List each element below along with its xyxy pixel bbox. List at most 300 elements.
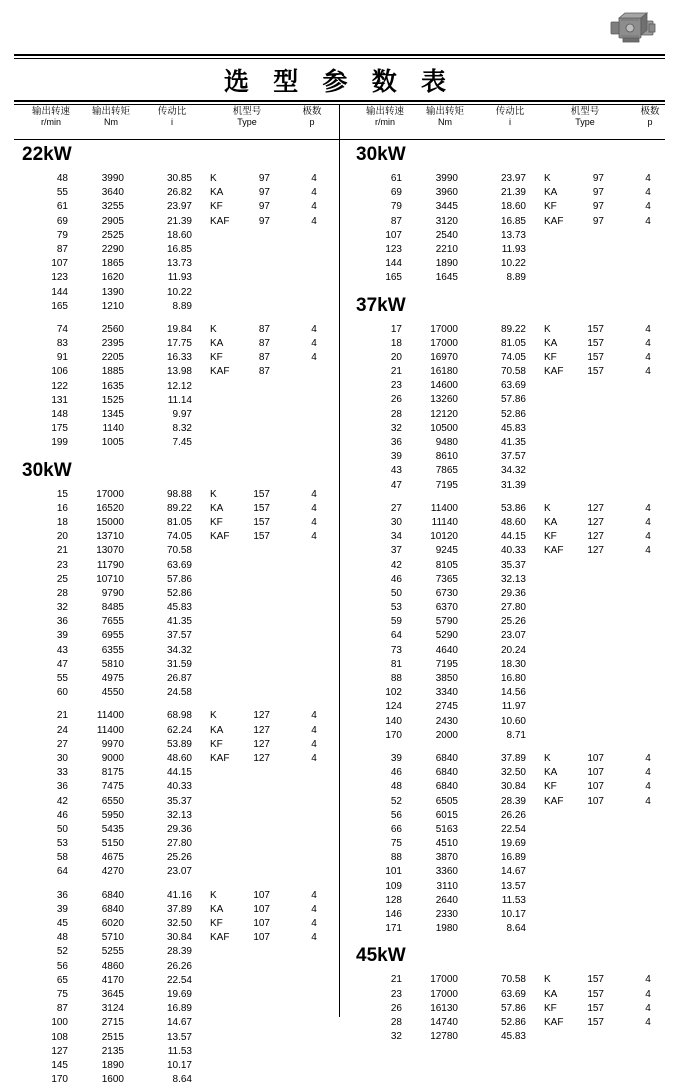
cell-model-type <box>210 752 290 766</box>
cell-ratio: 13.98 <box>166 366 192 378</box>
table-row <box>14 286 339 300</box>
cell-output-speed: 50 <box>390 587 402 599</box>
model-size: 127 <box>587 531 604 543</box>
cell-output-speed: 106 <box>51 366 68 378</box>
cell-output-torque: 16130 <box>430 1002 458 1014</box>
cell-output-speed: 43 <box>390 465 402 477</box>
model-series: KAF <box>544 795 564 807</box>
cell-output-speed: 48 <box>56 932 68 944</box>
cell-output-speed: 64 <box>390 630 402 642</box>
cell-ratio: 16.85 <box>500 215 526 227</box>
model-series: KA <box>210 724 224 736</box>
cell-ratio: 57.86 <box>166 573 192 585</box>
table-row <box>14 903 339 917</box>
model-size: 127 <box>587 545 604 557</box>
cell-ratio: 26.82 <box>166 187 192 199</box>
header-ratio-left: 传动比 i <box>157 106 187 127</box>
model-series: KAF <box>544 545 564 557</box>
cell-output-torque: 4170 <box>101 974 124 986</box>
table-row <box>14 394 339 408</box>
cell-ratio: 68.98 <box>166 710 192 722</box>
table-row <box>14 823 339 837</box>
cell-output-speed: 46 <box>390 573 402 585</box>
model-series: K <box>210 710 217 722</box>
table-row <box>14 300 339 314</box>
cell-output-speed: 140 <box>385 715 402 727</box>
model-size: 157 <box>253 502 270 514</box>
cell-model-type <box>210 530 290 544</box>
cell-ratio: 53.89 <box>166 738 192 750</box>
cell-ratio: 52.86 <box>500 1016 526 1028</box>
model-series: KF <box>210 516 223 528</box>
cell-model-type <box>544 516 624 530</box>
cell-ratio: 27.80 <box>500 602 526 614</box>
table-row <box>348 351 673 365</box>
cell-output-torque: 5710 <box>101 932 124 944</box>
cell-output-torque: 2210 <box>435 243 458 255</box>
cell-ratio: 30.84 <box>500 781 526 793</box>
cell-output-speed: 47 <box>56 658 68 670</box>
cell-model-type <box>544 323 624 337</box>
header-type-left: 机型号 Type <box>232 106 262 127</box>
cell-ratio: 81.05 <box>166 516 192 528</box>
table-row <box>14 323 339 337</box>
cell-output-torque: 1890 <box>101 1059 124 1071</box>
cell-output-torque: 2715 <box>101 1017 124 1029</box>
cell-output-torque: 9970 <box>101 738 124 750</box>
cell-output-torque: 8610 <box>435 451 458 463</box>
cell-output-torque: 7475 <box>101 781 124 793</box>
cell-output-torque: 1980 <box>435 923 458 935</box>
cell-poles: 4 <box>311 323 317 335</box>
cell-output-torque: 3255 <box>101 201 124 213</box>
cell-model-type <box>544 780 624 794</box>
cell-ratio: 34.32 <box>166 644 192 656</box>
cell-poles: 4 <box>311 932 317 944</box>
cell-ratio: 25.26 <box>500 616 526 628</box>
cell-output-speed: 39 <box>56 903 68 915</box>
cell-output-torque: 2640 <box>435 894 458 906</box>
cell-model-type <box>544 186 624 200</box>
table-row <box>14 889 339 903</box>
cell-output-speed: 48 <box>390 781 402 793</box>
table-row <box>14 851 339 865</box>
cell-output-torque: 1390 <box>101 286 124 298</box>
table-row <box>14 629 339 643</box>
cell-ratio: 45.83 <box>500 422 526 434</box>
header-poles-left: 极数 p <box>302 106 322 127</box>
cell-ratio: 48.60 <box>166 752 192 764</box>
cell-ratio: 26.26 <box>500 809 526 821</box>
cell-ratio: 52.86 <box>166 587 192 599</box>
cell-model-type <box>544 973 624 987</box>
table-row <box>348 257 673 271</box>
cell-output-speed: 59 <box>390 616 402 628</box>
table-row <box>348 700 673 714</box>
cell-ratio: 29.36 <box>500 587 526 599</box>
cell-model-type <box>544 752 624 766</box>
cell-ratio: 57.86 <box>500 1002 526 1014</box>
cell-output-speed: 25 <box>56 573 68 585</box>
table-row <box>348 1030 673 1044</box>
table-row <box>14 587 339 601</box>
cell-model-type <box>210 516 290 530</box>
cell-output-speed: 42 <box>56 795 68 807</box>
cell-output-torque: 1210 <box>101 300 124 312</box>
cell-output-torque: 10710 <box>96 573 124 585</box>
cell-model-type <box>210 172 290 186</box>
model-size: 97 <box>258 187 270 199</box>
table-row <box>348 544 673 558</box>
cell-ratio: 34.32 <box>500 465 526 477</box>
model-size: 127 <box>587 516 604 528</box>
cell-model-type <box>210 488 290 502</box>
cell-ratio: 11.53 <box>167 1045 192 1057</box>
cell-output-torque: 2525 <box>101 229 124 241</box>
cell-output-speed: 75 <box>390 838 402 850</box>
cell-output-speed: 127 <box>51 1045 68 1057</box>
cell-output-torque: 1345 <box>101 409 124 420</box>
table-row <box>348 715 673 729</box>
cell-output-torque: 3360 <box>435 866 458 878</box>
cell-poles: 4 <box>645 187 651 199</box>
cell-output-speed: 165 <box>385 272 402 284</box>
model-series: KAF <box>210 752 230 764</box>
table-row <box>348 479 673 493</box>
cell-output-torque: 2430 <box>435 715 458 727</box>
model-series: K <box>210 488 217 500</box>
power-rating-heading: 30kW <box>356 144 406 165</box>
model-series: KF <box>210 918 223 929</box>
column-divider <box>339 104 340 1017</box>
cell-ratio: 70.58 <box>500 974 526 986</box>
model-series: KF <box>544 781 557 793</box>
cell-output-torque: 6505 <box>435 795 458 807</box>
cell-output-torque: 4550 <box>101 687 124 699</box>
table-row <box>14 380 339 394</box>
header-rpm-left: 输出转速 r/min <box>31 106 70 127</box>
cell-output-speed: 28 <box>56 587 68 599</box>
block-spacer <box>14 314 339 323</box>
cell-output-speed: 88 <box>390 673 402 684</box>
cell-output-torque: 9245 <box>435 545 458 557</box>
table-row <box>348 644 673 658</box>
cell-output-speed: 32 <box>390 422 402 434</box>
model-size: 127 <box>253 724 270 736</box>
header-rule-mid-thick <box>14 100 665 102</box>
cell-output-speed: 144 <box>385 258 402 270</box>
model-series: KA <box>544 337 558 349</box>
cell-ratio: 74.05 <box>500 351 526 363</box>
model-series: KF <box>544 201 557 213</box>
cell-ratio: 14.67 <box>166 1017 192 1029</box>
cell-ratio: 19.84 <box>166 323 192 335</box>
cell-output-speed: 32 <box>390 1031 402 1043</box>
cell-output-torque: 6840 <box>101 903 124 915</box>
cell-ratio: 45.83 <box>166 602 192 614</box>
cell-poles: 4 <box>645 215 651 227</box>
cell-model-type <box>210 215 290 229</box>
model-block <box>348 502 673 743</box>
cell-output-torque: 16180 <box>430 366 458 378</box>
table-row <box>14 544 339 558</box>
cell-poles: 4 <box>311 738 317 750</box>
cell-ratio: 13.57 <box>500 880 526 892</box>
cell-ratio: 10.60 <box>500 715 526 727</box>
cell-output-speed: 109 <box>385 880 402 892</box>
cell-output-speed: 39 <box>390 752 402 764</box>
cell-poles: 4 <box>311 903 317 915</box>
cell-output-torque: 6840 <box>435 752 458 764</box>
cell-output-speed: 107 <box>385 229 402 241</box>
cell-output-torque: 17000 <box>430 337 458 349</box>
cell-output-torque: 5950 <box>101 809 124 821</box>
table-row <box>14 766 339 780</box>
cell-ratio: 17.75 <box>166 338 192 350</box>
cell-output-speed: 28 <box>390 408 402 420</box>
cell-ratio: 26.87 <box>166 673 192 684</box>
table-row <box>14 795 339 809</box>
cell-output-speed: 52 <box>390 795 402 807</box>
model-size: 157 <box>587 988 604 1000</box>
cell-output-speed: 91 <box>56 352 68 364</box>
cell-poles: 4 <box>645 201 651 213</box>
cell-output-speed: 146 <box>385 909 402 920</box>
cell-model-type <box>544 351 624 365</box>
header-nm-left: 输出转矩 Nm <box>91 106 130 127</box>
table-row <box>348 422 673 436</box>
cell-output-torque: 2515 <box>101 1031 124 1043</box>
cell-output-speed: 32 <box>56 602 68 614</box>
model-series: KA <box>544 187 558 199</box>
model-size: 97 <box>592 173 604 184</box>
table-row <box>348 464 673 478</box>
cell-ratio: 37.89 <box>500 752 526 764</box>
cell-output-speed: 36 <box>56 889 68 901</box>
cell-model-type <box>210 200 290 214</box>
cell-output-torque: 7365 <box>435 573 458 585</box>
cell-output-torque: 3850 <box>435 673 458 684</box>
cell-output-speed: 56 <box>56 960 68 972</box>
cell-ratio: 29.36 <box>166 823 192 835</box>
model-size: 157 <box>587 366 604 378</box>
cell-ratio: 30.84 <box>166 932 192 944</box>
cell-poles: 4 <box>645 795 651 807</box>
cell-poles: 4 <box>645 366 651 378</box>
cell-ratio: 70.58 <box>166 545 192 557</box>
model-size: 97 <box>592 201 604 213</box>
model-block <box>348 752 673 936</box>
cell-poles: 4 <box>311 173 317 184</box>
cell-ratio: 11.93 <box>167 272 192 284</box>
table-row <box>14 658 339 672</box>
cell-ratio: 35.37 <box>166 795 192 807</box>
cell-output-torque: 2000 <box>435 729 458 741</box>
cell-output-torque: 9480 <box>435 437 458 448</box>
cell-output-torque: 3960 <box>435 187 458 199</box>
model-size: 107 <box>253 889 270 901</box>
cell-poles: 4 <box>311 889 317 901</box>
table-row <box>14 365 339 379</box>
cell-output-torque: 3645 <box>101 988 124 1000</box>
cell-output-torque: 6955 <box>101 630 124 642</box>
table-row <box>348 780 673 794</box>
model-size: 157 <box>253 531 270 543</box>
cell-output-speed: 18 <box>56 516 68 528</box>
cell-output-torque: 15000 <box>96 516 124 528</box>
cell-ratio: 98.88 <box>166 488 192 500</box>
cell-model-type <box>544 988 624 1002</box>
model-series: KF <box>210 352 223 364</box>
cell-output-speed: 26 <box>390 394 402 406</box>
cell-model-type <box>544 365 624 379</box>
table-row <box>14 200 339 214</box>
cell-output-torque: 1525 <box>101 394 124 406</box>
cell-output-speed: 69 <box>56 215 68 227</box>
cell-output-torque: 1645 <box>435 272 458 284</box>
table-row <box>14 960 339 974</box>
cell-output-speed: 21 <box>56 710 68 722</box>
table-row <box>348 186 673 200</box>
cell-poles: 4 <box>645 545 651 557</box>
cell-output-speed: 27 <box>390 502 402 514</box>
cell-output-speed: 69 <box>390 187 402 199</box>
cell-output-speed: 102 <box>385 687 402 699</box>
table-row <box>14 780 339 794</box>
table-row <box>14 724 339 738</box>
cell-output-speed: 88 <box>390 852 402 864</box>
cell-ratio: 23.97 <box>166 201 192 213</box>
cell-output-speed: 55 <box>56 673 68 684</box>
cell-poles: 4 <box>645 767 651 779</box>
cell-output-speed: 148 <box>51 409 68 420</box>
model-series: K <box>210 173 217 184</box>
model-series: KAF <box>210 932 230 944</box>
cell-output-speed: 39 <box>56 630 68 642</box>
cell-ratio: 63.69 <box>500 380 526 392</box>
cell-model-type <box>210 931 290 945</box>
cell-output-speed: 45 <box>56 918 68 929</box>
cell-output-torque: 1890 <box>435 258 458 270</box>
table-row <box>14 337 339 351</box>
cell-ratio: 45.83 <box>500 1031 526 1043</box>
model-size: 97 <box>258 201 270 213</box>
power-rating-heading: 45kW <box>356 945 406 967</box>
cell-output-torque: 10120 <box>430 531 458 543</box>
table-row <box>348 922 673 936</box>
table-row <box>348 658 673 672</box>
cell-output-torque: 6840 <box>435 767 458 779</box>
header-rule-top-thin <box>14 58 665 59</box>
cell-output-torque: 3990 <box>101 173 124 184</box>
cell-output-speed: 42 <box>390 559 402 571</box>
cell-output-torque: 8485 <box>101 602 124 614</box>
cell-output-speed: 50 <box>56 823 68 835</box>
model-size: 97 <box>258 215 270 227</box>
table-row <box>14 257 339 271</box>
cell-ratio: 48.60 <box>500 516 526 528</box>
cell-output-speed: 81 <box>390 658 402 670</box>
cell-model-type <box>544 795 624 809</box>
table-row <box>348 988 673 1002</box>
model-size: 97 <box>592 215 604 227</box>
model-size: 107 <box>587 795 604 807</box>
cell-output-torque: 16970 <box>430 351 458 363</box>
table-row <box>14 945 339 959</box>
table-row <box>348 837 673 851</box>
cell-output-torque: 4975 <box>101 673 124 684</box>
cell-output-speed: 87 <box>56 243 68 255</box>
model-series: K <box>544 752 551 764</box>
model-series: K <box>544 974 551 986</box>
model-size: 127 <box>253 752 270 764</box>
cell-ratio: 21.39 <box>166 215 192 227</box>
model-size: 107 <box>253 918 270 929</box>
cell-output-speed: 165 <box>51 300 68 312</box>
model-block <box>14 172 339 314</box>
cell-output-speed: 65 <box>56 974 68 986</box>
cell-poles: 4 <box>311 488 317 500</box>
cell-output-speed: 145 <box>51 1059 68 1071</box>
cell-poles: 4 <box>645 1002 651 1014</box>
table-row <box>14 601 339 615</box>
cell-ratio: 18.60 <box>166 229 192 241</box>
cell-output-torque: 3990 <box>435 173 458 184</box>
cell-poles: 4 <box>645 337 651 349</box>
cell-output-torque: 3120 <box>435 215 458 227</box>
cell-ratio: 16.33 <box>166 352 192 364</box>
cell-output-speed: 24 <box>56 724 68 736</box>
cell-poles: 4 <box>645 974 651 986</box>
table-row <box>14 1073 339 1087</box>
model-size: 107 <box>587 781 604 793</box>
table-row <box>14 502 339 516</box>
cell-poles: 4 <box>645 516 651 528</box>
cell-model-type <box>210 917 290 931</box>
model-block <box>348 172 673 286</box>
cell-output-speed: 66 <box>390 823 402 835</box>
table-row <box>14 573 339 587</box>
cell-output-speed: 47 <box>390 479 402 491</box>
cell-output-speed: 36 <box>56 781 68 793</box>
cell-ratio: 52.86 <box>500 408 526 420</box>
cell-ratio: 18.60 <box>500 201 526 213</box>
cell-poles: 4 <box>311 752 317 764</box>
table-row <box>14 186 339 200</box>
cell-ratio: 24.58 <box>166 687 192 699</box>
cell-output-speed: 36 <box>390 437 402 448</box>
model-series: KA <box>544 516 558 528</box>
cell-output-torque: 11140 <box>431 516 458 528</box>
cell-ratio: 13.57 <box>166 1031 192 1043</box>
cell-ratio: 30.85 <box>166 173 192 184</box>
table-row <box>348 271 673 285</box>
cell-output-speed: 53 <box>56 838 68 850</box>
cell-poles: 4 <box>645 173 651 184</box>
table-row <box>14 974 339 988</box>
cell-output-speed: 61 <box>56 201 68 213</box>
cell-model-type <box>210 502 290 516</box>
cell-ratio: 23.97 <box>500 173 526 184</box>
table-row <box>348 809 673 823</box>
cell-output-torque: 2205 <box>101 352 124 364</box>
table-row <box>14 672 339 686</box>
table-row <box>14 488 339 502</box>
cell-model-type <box>210 351 290 365</box>
cell-output-speed: 21 <box>56 545 68 557</box>
cell-poles: 4 <box>645 351 651 363</box>
model-size: 87 <box>258 352 270 364</box>
